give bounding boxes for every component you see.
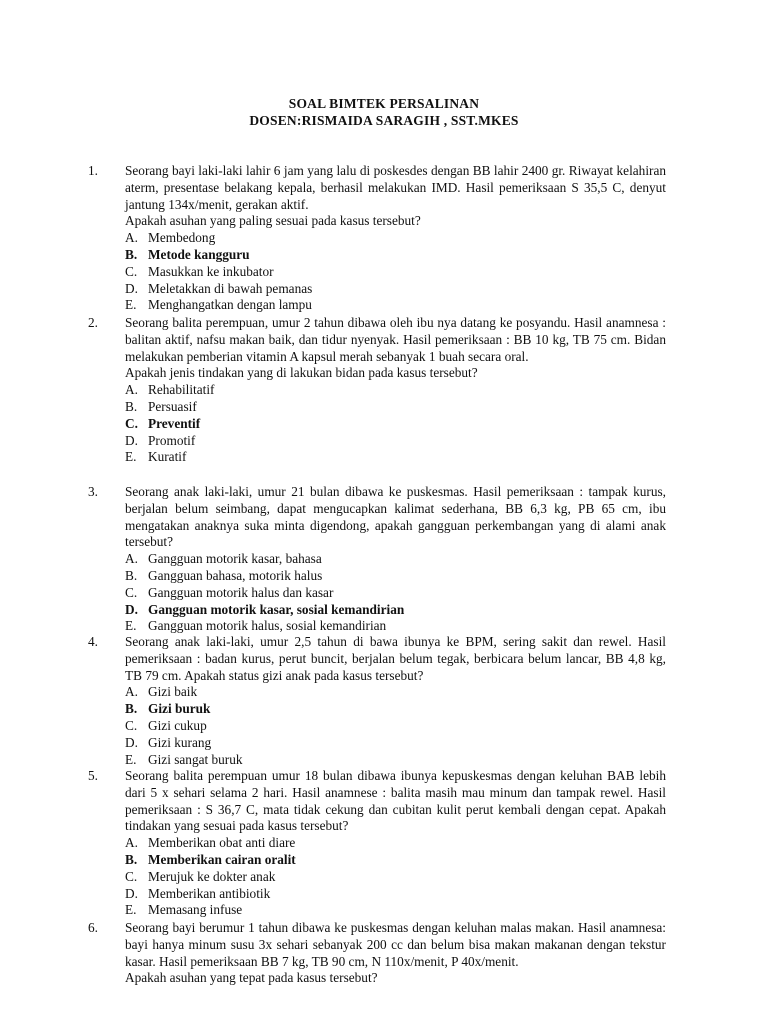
correct-option xyxy=(125,852,666,869)
option-text: Rehabilitatif xyxy=(148,382,215,398)
option-letter: D. xyxy=(125,734,138,750)
option-text: Promotif xyxy=(148,432,196,448)
option xyxy=(125,382,666,399)
option-list xyxy=(125,551,666,635)
question-number: 2. xyxy=(88,315,98,330)
option xyxy=(125,449,666,466)
option xyxy=(125,399,666,416)
question-number: 3. xyxy=(88,484,98,499)
option xyxy=(125,869,666,886)
case-description: Seorang anak laki-laki, umur 21 bulan dibawa ke puskesmas. Hasil pemeriksaan : tampak kurus, berjalan belum seimbang, dapat mengucapkan kalimat sederhana, BB 6,3 kg, PB 65 cm, ibu mengatakan anaknya suka minta digendong, apakah gangguan perkembangan yang di alami anak tersebut? xyxy=(125,484,666,550)
option-text: Masukkan ke inkubator xyxy=(148,263,274,279)
question-prompt: Apakah jenis tindakan yang di lakukan bidan pada kasus tersebut? xyxy=(125,365,478,381)
option-letter: C. xyxy=(125,584,138,600)
option-text: Gizi kurang xyxy=(148,734,212,750)
option-letter: B. xyxy=(125,567,138,583)
option-letter: E. xyxy=(125,902,137,918)
option-text: Gangguan motorik halus dan kasar xyxy=(148,584,334,600)
option-text: Gangguan motorik kasar, sosial kemandirian xyxy=(148,601,405,617)
option-text: Gangguan motorik kasar, bahasa xyxy=(148,551,322,567)
option-letter: A. xyxy=(125,382,138,398)
option-text: Menghangatkan dengan lampu xyxy=(148,297,312,313)
question-body xyxy=(125,163,666,314)
option-letter: C. xyxy=(125,263,138,279)
option xyxy=(125,230,666,247)
option-text: Persuasif xyxy=(148,398,197,414)
option-letter: B. xyxy=(125,398,138,414)
correct-option xyxy=(125,701,666,718)
option-text: Gangguan bahasa, motorik halus xyxy=(148,567,323,583)
question-prompt: Apakah asuhan yang tepat pada kasus tersebut? xyxy=(125,970,378,986)
option xyxy=(125,684,666,701)
option-text: Meletakkan di bawah pemanas xyxy=(148,280,313,296)
option-letter: C. xyxy=(125,415,138,431)
option xyxy=(125,585,666,602)
lecturer-line: DOSEN:RISMAIDA SARAGIH , SST.MKES xyxy=(249,113,519,128)
question-number: 5. xyxy=(88,768,98,783)
option xyxy=(125,718,666,735)
question-body xyxy=(125,920,666,987)
option-letter: A. xyxy=(125,230,138,246)
option xyxy=(125,902,666,919)
option-letter: C. xyxy=(125,717,138,733)
option-letter: A. xyxy=(125,551,138,567)
option-text: Gizi cukup xyxy=(148,717,207,733)
option-text: Gangguan motorik halus, sosial kemandirian xyxy=(148,618,387,634)
question-number: 4. xyxy=(88,634,98,649)
option xyxy=(125,886,666,903)
option-list xyxy=(125,230,666,314)
option-letter: E. xyxy=(125,618,137,634)
case-description: Seorang bayi berumur 1 tahun dibawa ke puskesmas dengan keluhan malas makan. Hasil anamnesa: bayi hanya minum susu 3x sehari sebanyak 200 cc dan belum bisa makan makanan dengan tekstur kasar. Hasil pemeriksaan BB 7 kg, TB 90 cm, N 110x/menit, P 40x/menit. xyxy=(125,920,666,969)
option-text: Memberikan cairan oralit xyxy=(148,851,296,867)
correct-option xyxy=(125,416,666,433)
option xyxy=(125,835,666,852)
option xyxy=(125,618,666,635)
option-text: Merujuk ke dokter anak xyxy=(148,868,276,884)
option-letter: D. xyxy=(125,432,138,448)
question-body xyxy=(125,315,666,466)
option-letter: D. xyxy=(125,601,138,617)
option-text: Membedong xyxy=(148,230,216,246)
option-letter: A. xyxy=(125,684,138,700)
option-letter: A. xyxy=(125,835,138,851)
option xyxy=(125,281,666,298)
option-text: Memasang infuse xyxy=(148,902,243,918)
case-description: Seorang bayi laki-laki lahir 6 jam yang lalu di poskesdes dengan BB lahir 2400 gr. Riwayat kelahiran aterm, presentase belakang kepala, berhasil melakukan IMD. Hasil pemeriksaan S 35,5 C, denyut jantung 134x/menit, gerakan aktif. xyxy=(125,163,666,212)
option-letter: D. xyxy=(125,280,138,296)
option-text: Memberikan obat anti diare xyxy=(148,835,296,851)
question-number: 6. xyxy=(88,920,98,935)
case-description: Seorang balita perempuan umur 18 bulan dibawa ibunya kepuskesmas dengan keluhan BAB lebih dari 5 x sehari selama 2 hari. Hasil anamnese : balita masih mau minum dan tampak rewel. Hasil pemeriksaan : S 36,7 C, mata tidak cekung dan cubitan kulit perut kembali dengan cepat. Apakah tindakan yang sesuai pada kasus tersebut? xyxy=(125,768,666,834)
option xyxy=(125,297,666,314)
option xyxy=(125,433,666,450)
option-letter: E. xyxy=(125,449,137,465)
question-prompt: Apakah asuhan yang paling sesuai pada kasus tersebut? xyxy=(125,213,421,229)
option-text: Gizi sangat buruk xyxy=(148,751,243,767)
question-body xyxy=(125,634,666,768)
question-number: 1. xyxy=(88,163,98,178)
option-text: Gizi baik xyxy=(148,684,198,700)
option xyxy=(125,735,666,752)
option-text: Gizi buruk xyxy=(148,701,211,717)
option-letter: C. xyxy=(125,868,138,884)
option-list xyxy=(125,382,666,466)
option xyxy=(125,752,666,769)
option-letter: D. xyxy=(125,885,138,901)
option xyxy=(125,551,666,568)
option-letter: B. xyxy=(125,851,138,867)
option xyxy=(125,568,666,585)
option-text: Memberikan antibiotik xyxy=(148,885,271,901)
option-letter: E. xyxy=(125,297,137,313)
option-text: Metode kangguru xyxy=(148,246,250,262)
document-title: SOAL BIMTEK PERSALINAN xyxy=(288,96,480,111)
option-letter: E. xyxy=(125,751,137,767)
case-description: Seorang balita perempuan, umur 2 tahun dibawa oleh ibu nya datang ke posyandu. Hasil anamnesa : balitan aktif, nafsu makan baik, dan tidur nyenyak. Hasil pemeriksaan : BB 10 kg, TB 75 cm. Bidan melakukan pemberian vitamin A kapsul merah sebanyak 1 buah secara oral. xyxy=(125,315,666,364)
correct-option xyxy=(125,602,666,619)
case-description: Seorang anak laki-laki, umur 2,5 tahun di bawa ibunya ke BPM, sering sakit dan rewel. Hasil pemeriksaan : badan kurus, perut buncit, berjalan belum tegak, berbicara belum lancar, BB 4,8 kg, TB 79 cm. Apakah status gizi anak pada kasus tersebut? xyxy=(125,634,666,683)
question-body xyxy=(125,768,666,919)
option-letter: B. xyxy=(125,246,138,262)
option xyxy=(125,264,666,281)
question-body xyxy=(125,484,666,635)
option-list xyxy=(125,835,666,919)
option-text: Preventif xyxy=(148,415,201,431)
option-text: Kuratif xyxy=(148,449,187,465)
option-list xyxy=(125,684,666,768)
correct-option xyxy=(125,247,666,264)
option-letter: B. xyxy=(125,701,138,717)
